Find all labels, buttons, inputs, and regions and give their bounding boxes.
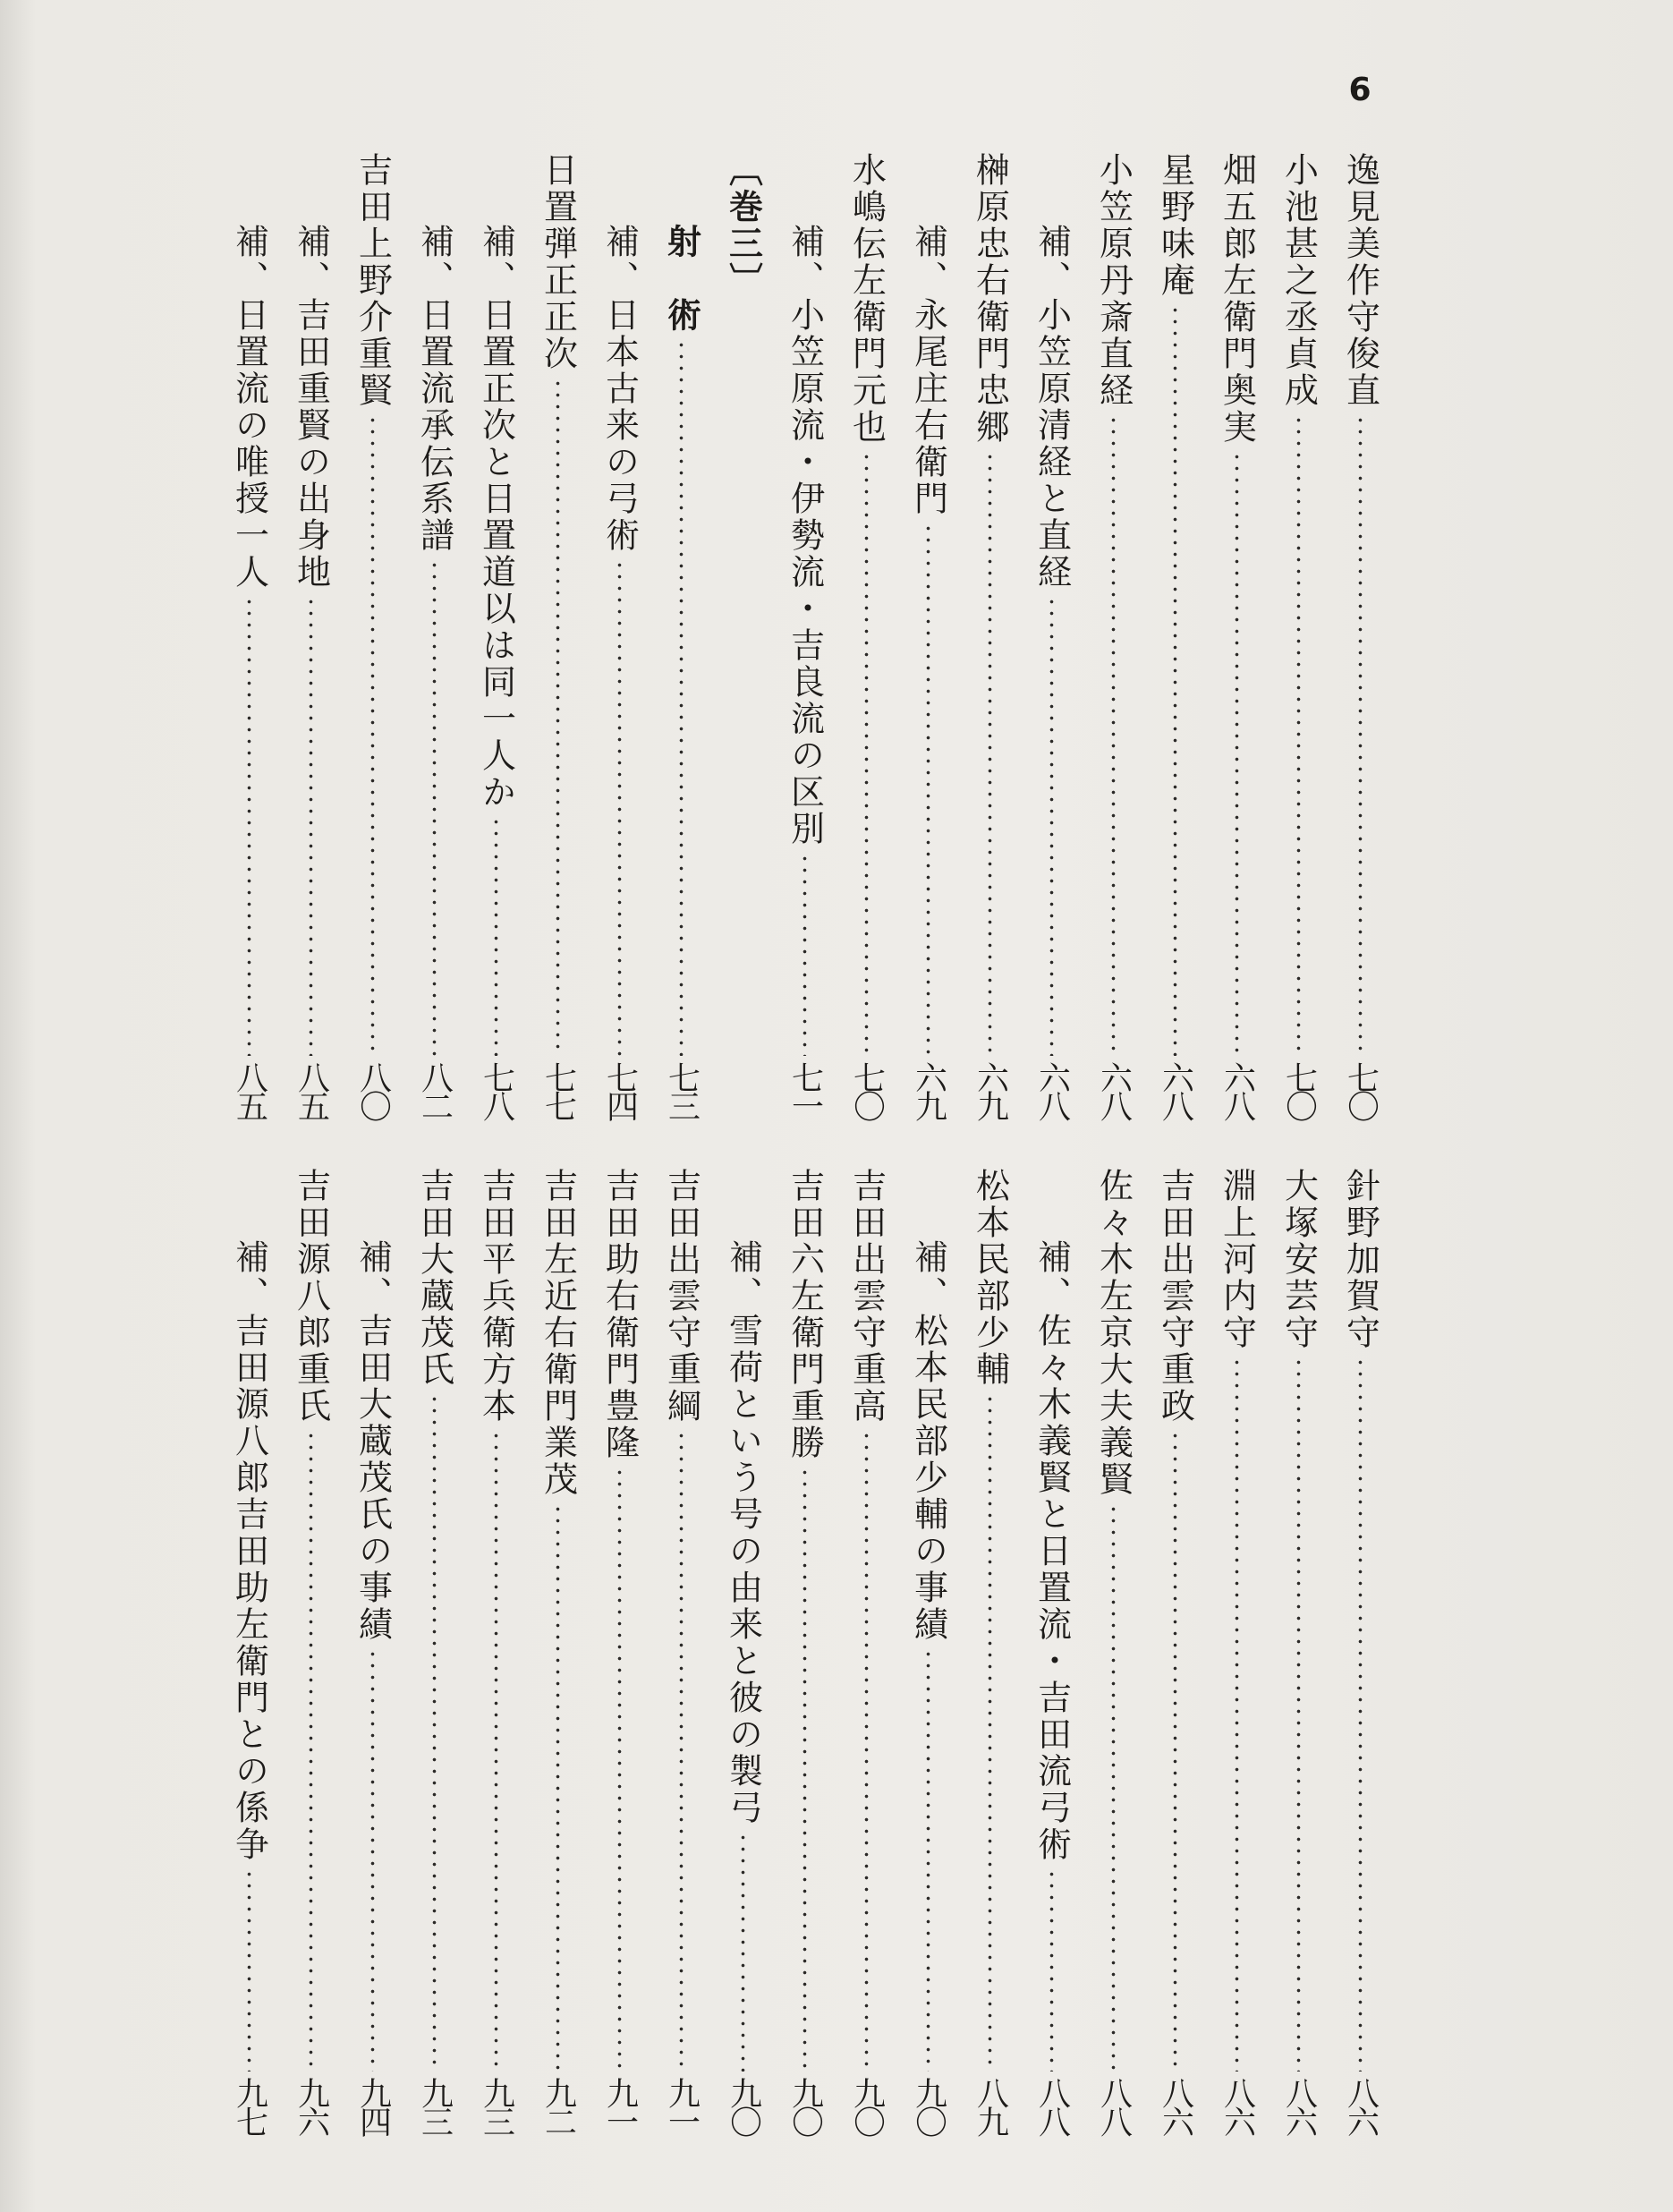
toc-entry-page: 九〇 — [725, 2077, 762, 2134]
toc-entry[interactable] — [1021, 152, 1083, 1119]
toc-entry-page: 六八 — [1219, 1061, 1256, 1119]
dot-leader — [926, 523, 930, 1056]
toc-top-block — [218, 152, 1391, 1119]
toc-entry-title: 日置弾正正次 — [538, 152, 578, 372]
toc-entry-title: 畑五郎左衛門奥実 — [1217, 152, 1257, 446]
toc-entry-title: 水嶋伝左衛門元也 — [846, 152, 887, 446]
dot-leader — [556, 378, 560, 1056]
toc-entry[interactable] — [403, 1168, 465, 2134]
toc-entry[interactable] — [342, 1168, 403, 2134]
toc-entry-title: 補、永尾庄右衛門 — [908, 224, 948, 517]
toc-entry-title: 星野味庵 — [1155, 152, 1195, 299]
dot-leader — [988, 1393, 992, 2072]
toc-entry[interactable] — [1268, 1168, 1329, 2134]
toc-entry[interactable] — [218, 152, 280, 1119]
dot-leader — [1173, 1430, 1177, 2072]
toc-entry-title: 佐々木左京大夫義賢 — [1093, 1168, 1134, 1498]
dot-leader — [926, 1648, 930, 2072]
dot-leader — [1235, 451, 1239, 1056]
toc-entry-page: 九四 — [354, 2077, 392, 2134]
toc-entry-title: 吉田六左衛門重勝 — [785, 1168, 825, 1461]
dot-leader — [803, 853, 807, 1056]
toc-entry-page: 六八 — [1033, 1061, 1071, 1119]
dot-leader — [370, 414, 375, 1056]
toc-entry[interactable] — [1083, 1168, 1144, 2134]
toc-entry-page: 七〇 — [848, 1061, 886, 1119]
dot-leader — [1358, 414, 1363, 1056]
toc-entry-page: 七三 — [663, 1061, 701, 1119]
toc-entry-page: 六八 — [1157, 1061, 1194, 1119]
toc-entry-title: 小池甚之丞貞成 — [1278, 152, 1319, 409]
toc-entry-title: 補、佐々木義賢と日置流・吉田流弓術 — [1032, 1239, 1072, 1863]
toc-entry-title: 淵上河内守 — [1217, 1168, 1257, 1351]
toc-entry-page: 七〇 — [1342, 1061, 1380, 1119]
toc-entry[interactable] — [650, 152, 712, 1119]
dot-leader — [617, 559, 622, 1056]
toc-entry[interactable] — [589, 152, 650, 1119]
toc-entry-title: 補、吉田源八郎吉田助左衛門との係争 — [229, 1239, 269, 1863]
toc-entry[interactable] — [280, 1168, 342, 2134]
toc-entry[interactable] — [589, 1168, 650, 2134]
toc-entry-page: 七〇 — [1280, 1061, 1318, 1119]
dot-leader — [1296, 1357, 1301, 2072]
dot-leader — [864, 1430, 869, 2072]
toc-entry-page: 六九 — [972, 1061, 1009, 1119]
toc-entry-page: 九三 — [478, 2077, 515, 2134]
toc-entry[interactable] — [1144, 152, 1206, 1119]
dot-leader — [1049, 1868, 1054, 2072]
toc-entry-title: 吉田大蔵茂氏 — [414, 1168, 454, 1388]
toc-entry-title: 吉田平兵衛方本 — [476, 1168, 516, 1425]
toc-entry-page: 八五 — [293, 1061, 330, 1119]
toc-entry-page: 六九 — [910, 1061, 947, 1119]
dot-leader — [1173, 304, 1177, 1056]
toc-entry[interactable] — [712, 152, 774, 1119]
dot-leader — [741, 304, 745, 1113]
toc-entry[interactable] — [959, 1168, 1021, 2134]
toc-entry-title: 〔巻三〕 — [723, 152, 764, 299]
toc-entry-title: 補、吉田大蔵茂氏の事績 — [352, 1239, 393, 1643]
toc-entry-page: 九〇 — [910, 2077, 947, 2134]
toc-entry-title: 補、日本古来の弓術 — [599, 224, 640, 554]
toc-entry-title: 射 術 — [661, 224, 702, 334]
dot-leader — [556, 1503, 560, 2072]
toc-entry[interactable] — [1021, 1168, 1083, 2134]
toc-entry-title: 針野加賀守 — [1340, 1168, 1380, 1351]
toc-entry-page: 九三 — [416, 2077, 454, 2134]
toc-entry[interactable] — [897, 152, 959, 1119]
toc-entry-title: 小笠原丹斎直経 — [1093, 152, 1134, 409]
dot-leader — [679, 339, 684, 1056]
toc-entry-title: 吉田出雲守重綱 — [661, 1168, 701, 1425]
dot-leader — [1235, 1357, 1239, 2072]
toc-entry-page: 七八 — [478, 1061, 515, 1119]
toc-entry[interactable] — [650, 1168, 712, 2134]
dot-leader — [617, 1467, 622, 2072]
dot-leader — [741, 1832, 745, 2072]
toc-entry-page: 九二 — [539, 2077, 577, 2134]
toc-entry-title: 補、日置流の唯授一人 — [229, 224, 269, 591]
dot-leader — [1358, 1357, 1363, 2072]
toc-entry[interactable] — [1083, 152, 1144, 1119]
dot-leader — [494, 1430, 498, 2072]
toc-entry[interactable] — [1206, 1168, 1268, 2134]
toc-entry-title: 吉田源八郎重氏 — [291, 1168, 331, 1425]
toc-entry[interactable] — [342, 152, 403, 1119]
toc-entry[interactable] — [527, 152, 589, 1119]
toc-entry[interactable] — [403, 152, 465, 1119]
toc-entry-page: 九六 — [293, 2077, 330, 2134]
toc-entry-page: 九一 — [601, 2077, 639, 2134]
dot-leader — [494, 816, 498, 1056]
toc-entry-title: 補、小笠原流・伊勢流・吉良流の区別 — [785, 224, 825, 847]
dot-leader — [1049, 596, 1054, 1056]
toc-entry[interactable] — [897, 1168, 959, 2134]
toc-entry-title: 吉田左近右衛門業茂 — [538, 1168, 578, 1498]
dot-leader — [432, 559, 437, 1056]
toc-entry-title: 補、日置正次と日置道以は同一人か — [476, 224, 516, 811]
toc-entry[interactable] — [465, 1168, 527, 2134]
toc-entry-title: 補、小笠原清経と直経 — [1032, 224, 1072, 591]
toc-entry[interactable] — [280, 152, 342, 1119]
toc-entry-page: 九〇 — [848, 2077, 886, 2134]
toc-entry-title: 松本民部少輔 — [970, 1168, 1010, 1388]
page-number: 6 — [1348, 72, 1372, 108]
toc-entry-title: 吉田助右衛門豊隆 — [599, 1168, 640, 1461]
toc-bottom-block — [218, 1168, 1391, 2134]
toc-entry[interactable] — [1329, 1168, 1391, 2134]
dot-leader — [1111, 1503, 1116, 2072]
toc-entry[interactable] — [465, 152, 527, 1119]
toc-entry-page: 九七 — [231, 2077, 268, 2134]
toc-entry-title: 補、日置流承伝系譜 — [414, 224, 454, 554]
dot-leader — [864, 451, 869, 1056]
toc-entry[interactable] — [1144, 1168, 1206, 2134]
toc-entry-page: 九一 — [663, 2077, 701, 2134]
toc-entry-page: 八九 — [972, 2077, 1009, 2134]
dot-leader — [309, 1430, 313, 2072]
dot-leader — [432, 1393, 437, 2072]
toc-entry-title: 補、松本民部少輔の事績 — [908, 1239, 948, 1643]
toc-entry[interactable] — [712, 1168, 774, 2134]
toc-entry[interactable] — [218, 1168, 280, 2134]
toc-entry-title: 吉田出雲守重政 — [1155, 1168, 1195, 1425]
toc-entry-title: 逸見美作守俊直 — [1340, 152, 1380, 409]
toc-entry[interactable] — [836, 1168, 897, 2134]
dot-leader — [309, 596, 313, 1056]
toc-entry-page: 八五 — [231, 1061, 268, 1119]
toc-entry-title: 吉田上野介重賢 — [352, 152, 393, 409]
toc-entry-title: 補、吉田重賢の出身地 — [291, 224, 331, 591]
toc-entry-page: 八六 — [1157, 2077, 1194, 2134]
toc-entry-page: 七七 — [539, 1061, 577, 1119]
toc-entry[interactable] — [774, 1168, 836, 2134]
dot-leader — [1111, 414, 1116, 1056]
toc-entry-title: 吉田出雲守重高 — [846, 1168, 887, 1425]
toc-entry-page: 六八 — [1095, 1061, 1133, 1119]
toc-entry[interactable] — [1268, 152, 1329, 1119]
toc-entry[interactable] — [1206, 152, 1268, 1119]
toc-entry-page: 八六 — [1280, 2077, 1318, 2134]
toc-entry-page: 八二 — [416, 1061, 454, 1119]
toc-entry-page: 八八 — [1033, 2077, 1071, 2134]
toc-entry-title: 大塚安芸守 — [1278, 1168, 1319, 1351]
toc-entry-title: 補、雪荷という号の由来と彼の製弓 — [723, 1239, 763, 1826]
toc-entry-page: 七一 — [786, 1061, 824, 1119]
toc-entry-page: 八六 — [1219, 2077, 1256, 2134]
dot-leader — [803, 1467, 807, 2072]
dot-leader — [1296, 414, 1301, 1056]
toc-entry-page: 七四 — [601, 1061, 639, 1119]
toc-entry-page: 八六 — [1342, 2077, 1380, 2134]
dot-leader — [679, 1430, 684, 2072]
toc-entry-page: 八〇 — [354, 1061, 392, 1119]
toc-entry-page: 九〇 — [786, 2077, 824, 2134]
toc-entry-title: 榊原忠右衛門忠郷 — [970, 152, 1010, 446]
toc-entry[interactable] — [527, 1168, 589, 2134]
toc-entry[interactable] — [1329, 152, 1391, 1119]
dot-leader — [988, 451, 992, 1056]
toc-entry[interactable] — [959, 152, 1021, 1119]
toc-entry[interactable] — [774, 152, 836, 1119]
toc-entry[interactable] — [836, 152, 897, 1119]
toc-entry-page: 八八 — [1095, 2077, 1133, 2134]
dot-leader — [370, 1648, 375, 2072]
dot-leader — [247, 596, 251, 1056]
dot-leader — [247, 1868, 251, 2072]
